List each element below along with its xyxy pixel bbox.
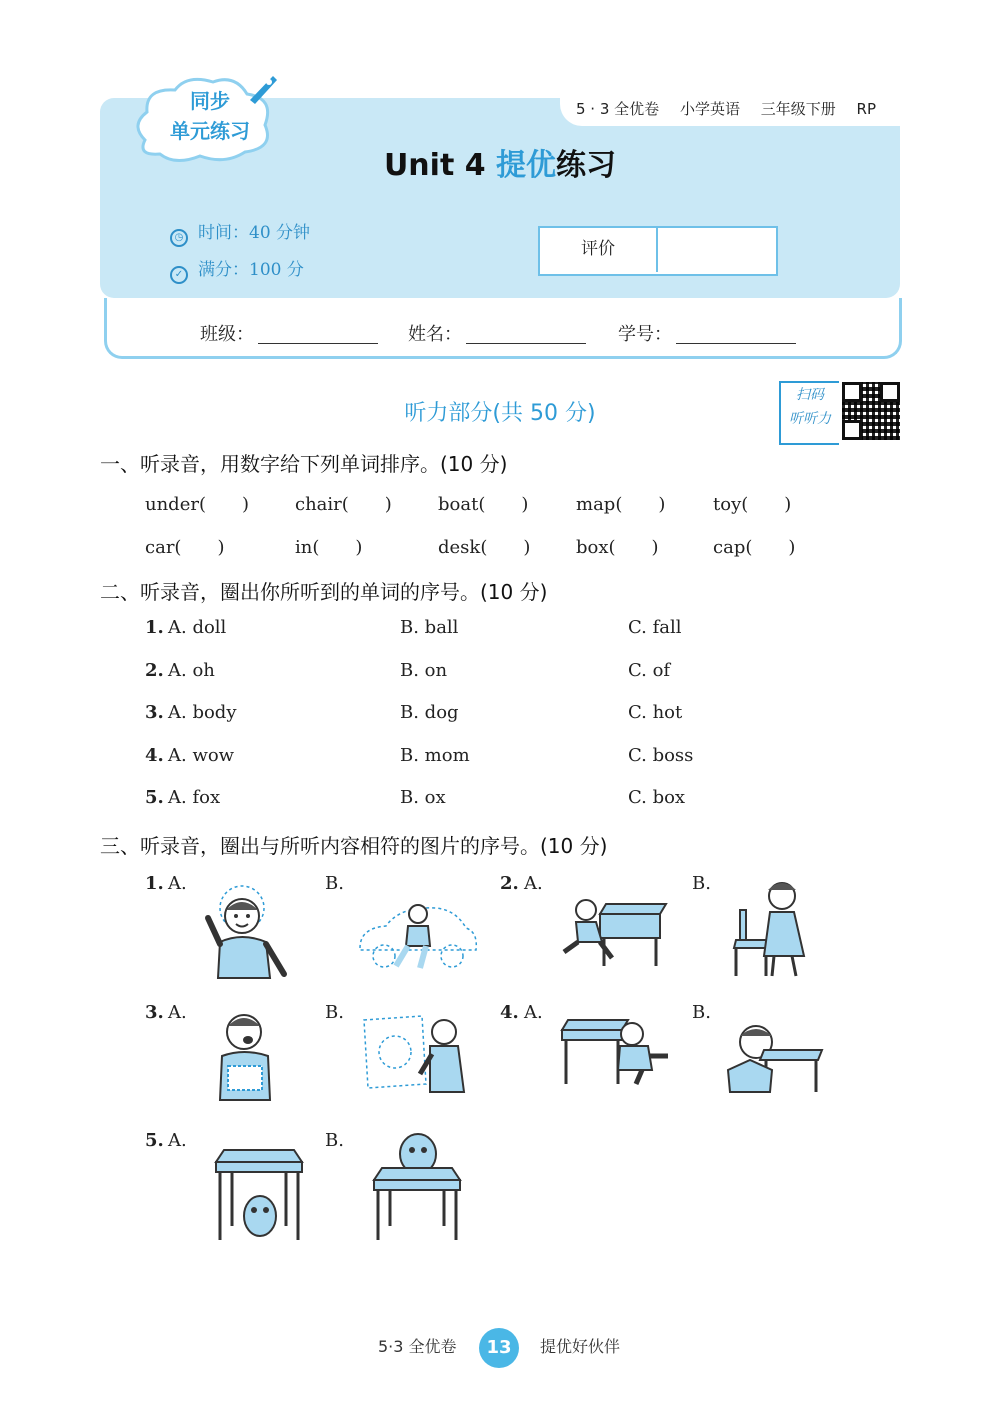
boy-by-desk-picture-icon[interactable]: [556, 892, 672, 968]
qr-line1: 扫码: [796, 387, 824, 403]
option-b[interactable]: B. mom: [400, 745, 470, 766]
section1-heading: 一、听录音，用数字给下列单词排序。(10 分): [100, 452, 508, 476]
word-item: car( ): [145, 537, 225, 558]
option-b[interactable]: B. ox: [400, 787, 446, 808]
class-blank[interactable]: [258, 325, 378, 344]
option-c[interactable]: C. box: [628, 787, 686, 808]
question-number: 3.: [145, 1002, 164, 1023]
option-c[interactable]: C. of: [628, 660, 671, 681]
picture-option-a[interactable]: A.: [524, 1002, 543, 1023]
title-suffix: 练习: [556, 148, 617, 183]
badge-text: [150, 86, 270, 146]
qr-label: [779, 381, 839, 445]
id-field: [618, 320, 796, 346]
option-a[interactable]: A. doll: [168, 617, 227, 638]
option-a[interactable]: A. oh: [168, 660, 215, 681]
picture-option-a[interactable]: A.: [524, 873, 543, 894]
girl-by-chair-picture-icon[interactable]: [726, 876, 820, 978]
question-number: 4.: [145, 745, 164, 766]
check-icon: ✓: [170, 266, 188, 284]
qr-corner: [842, 420, 862, 440]
section1-row2: [0, 533, 1000, 563]
picture-option-a[interactable]: A.: [168, 1130, 187, 1151]
footer-right: 提优好伙伴: [540, 1337, 621, 1356]
qr-corner: [842, 382, 862, 402]
word-item: boat( ): [438, 494, 529, 515]
name-label: 姓名：: [408, 324, 462, 345]
footer-left: 5·3 全优卷: [378, 1337, 457, 1356]
badge-line2: 单元练习: [170, 119, 250, 143]
word-item: desk( ): [438, 537, 531, 558]
option-c[interactable]: C. fall: [628, 617, 682, 638]
title-highlight: 提优: [496, 148, 557, 183]
choice-row: [0, 617, 1000, 647]
boy-in-car-picture-icon[interactable]: [356, 898, 480, 974]
page-number: 13: [479, 1328, 519, 1368]
question-number: 5.: [145, 1130, 164, 1151]
rating-label: 评价: [540, 226, 658, 272]
picture-option-b[interactable]: B.: [325, 1130, 344, 1151]
option-c[interactable]: C. hot: [628, 702, 683, 723]
question-number: 2.: [500, 873, 519, 894]
question-number: 1.: [145, 617, 164, 638]
choice-row: [0, 745, 1000, 775]
picture-option-b[interactable]: B.: [692, 1002, 711, 1023]
time-info: [170, 218, 310, 247]
section3-heading: 三、听录音，圈出与所听内容相符的图片的序号。(10 分): [100, 834, 608, 858]
series-subject: 小学英语: [679, 100, 740, 118]
id-blank[interactable]: [676, 325, 796, 344]
name-blank[interactable]: [466, 325, 586, 344]
option-a[interactable]: A. wow: [168, 745, 235, 766]
word-item: under( ): [145, 494, 250, 515]
choice-row: [0, 702, 1000, 732]
option-b[interactable]: B. dog: [400, 702, 459, 723]
word-item: box( ): [576, 537, 659, 558]
clock-icon: ◷: [170, 229, 188, 247]
section2-heading: 二、听录音，圈出你所听到的单词的序号。(10 分): [100, 580, 548, 604]
picture-option-b[interactable]: B.: [325, 873, 344, 894]
class-field: [200, 320, 378, 346]
question-number: 5.: [145, 787, 164, 808]
word-item: in( ): [295, 537, 363, 558]
choice-row: [0, 660, 1000, 690]
option-b[interactable]: B. on: [400, 660, 448, 681]
word-item: chair( ): [295, 494, 392, 515]
option-a[interactable]: A. fox: [168, 787, 221, 808]
title-prefix: Unit 4: [383, 148, 497, 183]
score-info: [170, 255, 304, 284]
id-label: 学号：: [618, 324, 672, 345]
question-number: 3.: [145, 702, 164, 723]
series-edition: RP: [856, 100, 877, 118]
word-item: map( ): [576, 494, 666, 515]
name-field: [408, 320, 586, 346]
boy-with-map-picture-icon[interactable]: [360, 1014, 472, 1096]
qr-corner: [880, 382, 900, 402]
series-brand: 5 · 3 全优卷: [576, 100, 660, 118]
bag-on-desk-picture-icon[interactable]: [372, 1132, 464, 1242]
option-c[interactable]: C. boss: [628, 745, 694, 766]
picture-option-b[interactable]: B.: [325, 1002, 344, 1023]
time-label: 时间：40 分钟: [198, 223, 311, 243]
picture-option-a[interactable]: A.: [168, 873, 187, 894]
option-b[interactable]: B. ball: [400, 617, 459, 638]
qr-code-icon[interactable]: [842, 382, 900, 440]
question-number: 2.: [145, 660, 164, 681]
section1-row1: [0, 490, 1000, 520]
question-number: 4.: [500, 1002, 519, 1023]
bag-under-desk-picture-icon[interactable]: [212, 1146, 306, 1242]
option-a[interactable]: A. body: [168, 702, 237, 723]
series-grade: 三年级下册: [760, 100, 836, 118]
badge-line1: 同步: [190, 89, 230, 113]
choice-row: [0, 787, 1000, 817]
word-item: cap( ): [713, 537, 796, 558]
question-number: 1.: [145, 873, 164, 894]
boy-reading-book-picture-icon[interactable]: [210, 1008, 280, 1106]
picture-option-a[interactable]: A.: [168, 1002, 187, 1023]
boy-under-desk-picture-icon[interactable]: [720, 1020, 824, 1096]
page-title: [100, 140, 900, 184]
listening-title: 听力部分(共 50 分): [404, 401, 596, 426]
qr-line2: 听听力: [789, 411, 831, 427]
class-label: 班级：: [200, 324, 254, 345]
series-info: [576, 98, 892, 119]
boy-head-picture-icon[interactable]: [200, 878, 292, 984]
boy-beside-desk-picture-icon[interactable]: [556, 1016, 672, 1086]
picture-option-b[interactable]: B.: [692, 873, 711, 894]
score-label: 满分：100 分: [198, 260, 304, 280]
word-item: toy( ): [713, 494, 792, 515]
